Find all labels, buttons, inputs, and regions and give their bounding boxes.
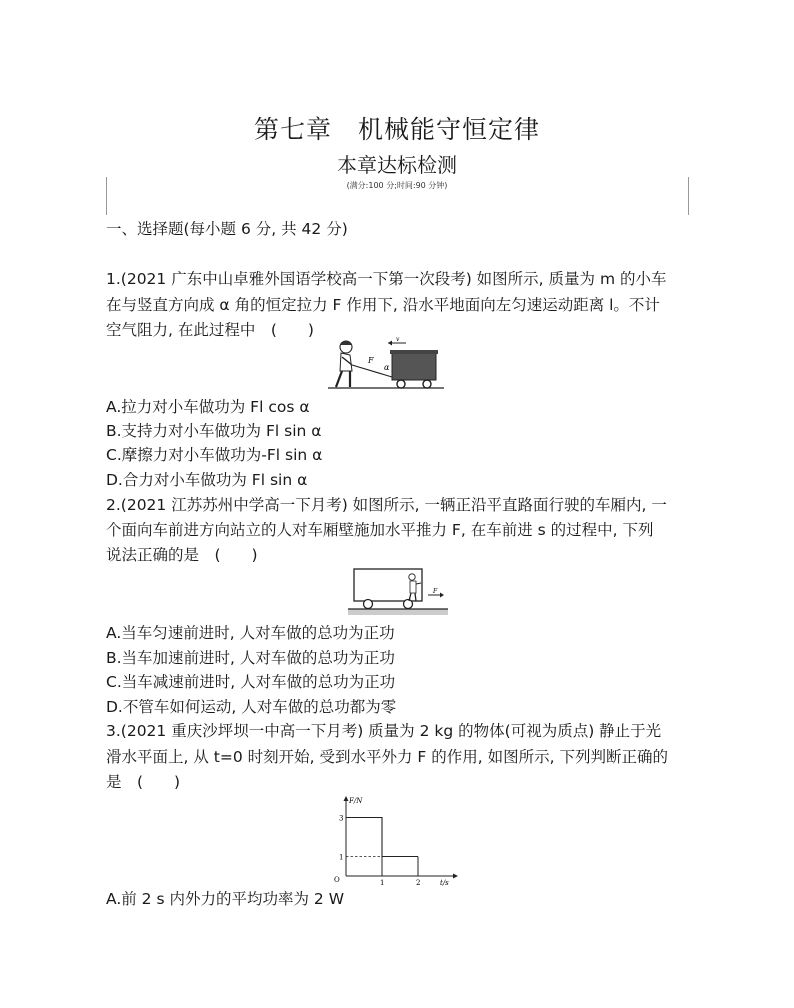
section-heading: 一、选择题(每小题 6 分, 共 42 分) [106,220,348,238]
cart-rim [390,350,438,354]
y-axis-label: F/N [349,797,363,805]
q1-option-a: A.拉力对小车做功为 Fl cos α [106,398,310,416]
cart-body [392,353,436,380]
person-legs [336,371,350,387]
right-margin-line [688,177,689,215]
page-title: 第七章 机械能守恒定律 [253,115,540,144]
q2-line-2: 个面向车前进方向站立的人对车厢壁施加水平推力 F, 在车前进 s 的过程中, 下列 [106,521,654,539]
x-tick-label-1: 1 [380,879,385,887]
carriage-wheel-left [364,600,373,609]
angle-label: α [384,363,390,372]
person-head [409,574,415,580]
q2-figure-carriage [346,565,450,617]
chart-axes [334,796,458,887]
origin-label: O [334,876,340,884]
page-subtitle: 本章达标检测 [337,153,457,177]
q3-line-3: 是 ( ) [106,773,181,791]
q3-option-a: A.前 2 s 内外力的平均功率为 2 W [106,890,345,908]
q1-figure-cart [326,337,446,393]
cart-wheel-right [423,380,431,388]
velocity-label: v [396,337,400,343]
y-tick-label-2: 3 [339,814,344,823]
q1-option-c: C.摩擦力对小车做功为-Fl sin α [106,446,323,464]
series-line [346,818,418,857]
q2-line-3: 说法正确的是 ( ) [106,546,258,564]
q1-option-d: D.合力对小车做功为 Fl sin α [106,471,308,489]
q1-line-3: 空气阻力, 在此过程中 ( ) [106,321,314,339]
q1-line-1: 1.(2021 广东中山卓雅外国语学校高一下第一次段考) 如图所示, 质量为 m 的小车 [106,270,667,288]
q2-option-b: B.当车加速前进时, 人对车做的总功为正功 [106,649,395,667]
ground-hatch [348,609,448,615]
person-body [410,581,416,593]
x-axis-label: t/s [440,879,449,887]
q1-option-b: B.支持力对小车做功为 Fl sin α [106,422,322,440]
q3-line-1: 3.(2021 重庆沙坪坝一中高一下月考) 质量为 2 kg 的物体(可视为质点) 静止于光 [106,722,662,740]
x-tick-label-2: 2 [416,879,421,887]
q1-line-2: 在与竖直方向成 α 角的恒定拉力 F 作用下, 沿水平地面向左匀速运动距离 l。不计 [106,296,660,314]
person-body [340,353,352,371]
q2-line-1: 2.(2021 江苏苏州中学高一下月考) 如图所示, 一辆正沿平直路面行驶的车厢内, 一 [106,496,667,514]
left-margin-line [106,177,107,215]
q3-line-2: 滑水平面上, 从 t=0 时刻开始, 受到水平外力 F 的作用, 如图所示, 下列判断正确的 [106,748,668,766]
q3-force-time-chart [328,792,464,888]
q2-option-d: D.不管车如何运动, 人对车做的总功都为零 [106,698,397,716]
q2-option-c: C.当车减速前进时, 人对车做的总功为正功 [106,673,396,691]
force-label: F [368,356,374,365]
person-hair [340,341,352,345]
cart-wheel-left [397,380,405,388]
force-label: F [433,588,438,595]
q2-option-a: A.当车匀速前进时, 人对车做的总功为正功 [106,624,395,642]
exam-meta: (满分:100 分;时间:90 分钟) [346,181,448,190]
y-tick-label-1: 1 [339,853,344,862]
carriage-wheel-right [404,600,413,609]
